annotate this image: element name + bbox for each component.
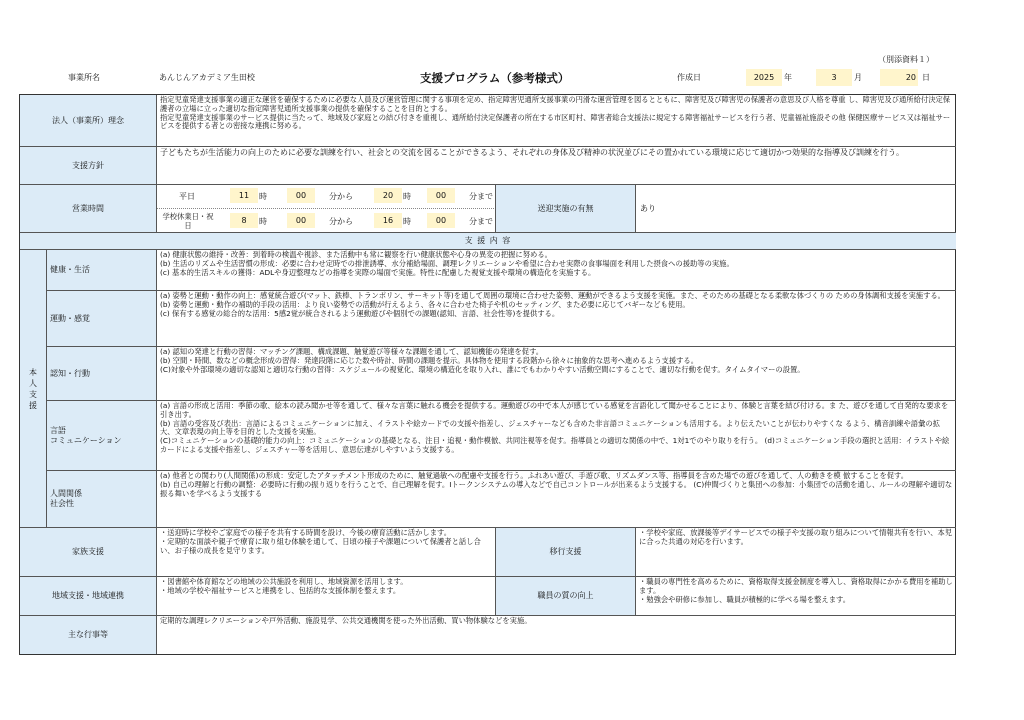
support-content-header: 支 援 内 容: [20, 233, 956, 250]
holiday-start-minute: 00: [287, 213, 315, 228]
transport-label: 送迎実施の有無: [496, 185, 636, 233]
created-label: 作成日: [677, 73, 701, 82]
weekday-end-hour: 20: [374, 188, 402, 203]
transport-value: あり: [636, 185, 956, 233]
transition-support-text: ・学校や家庭、放課後等デイサービスでの様子や支援の取り組みについて情報共有を行い、本児に合った共通の対応を行います。: [636, 528, 956, 577]
philosophy-label: 法人（事業所）理念: [20, 95, 157, 147]
policy-label: 支援方針: [20, 147, 157, 185]
domain-text-health: (a) 健康状態の維持・改善：到着時の検温や視診、また活動中も常に観察を行い健康状態や心身の異変の把握に努める。 (b) 生活のリズムや生活習慣の形成：必要に合わせ定時での排泄誘導、水分補給場面、調理レクリエーションや希望に合わせ実際の食事場面を利用した摂食への援助等の実施。 (c) 基本的生活スキルの獲得：ADLや身辺整理などの指導を実際の場面で実施。特性に配慮した視覚支援や環境の構造化を実施する。: [157, 250, 956, 291]
holiday-end-minute: 00: [427, 213, 455, 228]
events-text: 定期的な調理レクリエーションや戸外活動、施設見学、公共交通機関を使った外出活動、買い物体験などを実施。: [160, 616, 532, 625]
attachment-label: （別添資料１）: [878, 55, 934, 64]
domain-label-language: 言語 コミュニケーション: [47, 401, 157, 471]
holiday-start-hour: 8: [230, 213, 258, 228]
month-value: 3: [816, 69, 852, 86]
weekday-start-hour: 11: [230, 188, 258, 203]
day-unit: 日: [922, 73, 930, 82]
business-hours-grid: [157, 185, 496, 233]
community-support-label: 地域支援・地域連携: [20, 577, 157, 616]
personal-support-label: 本人支援: [29, 367, 37, 410]
weekday-start-minute: 00: [287, 188, 315, 203]
holiday-end-hour: 16: [374, 213, 402, 228]
page-title: 支援プログラム（参考様式）: [420, 71, 570, 85]
domain-text-motor: (a) 姿勢と運動・動作の向上：感覚統合遊び(マット、鉄棒、トランポリン、サーキット等)を通して周囲の環境に合わせた姿勢、運動ができるよう支援を実施。また、そのための基礎となる柔軟な体づくりの ための身体調和支援を実施する。 (b) 姿勢と運動・動作の補助的手段の活用：より良い姿勢での活動が行えるよう、各々に合わせた椅子や机のセッティング、また必要に応じてバギーなども使用。 (c) 保有する感覚の総合的な活用：5感2覚が統合されるよう運動遊びや個別での課題(認知、言語、社会性等)を提供する。: [157, 291, 956, 347]
business-hours-label: 営業時間: [20, 185, 157, 233]
weekday-label: 平日: [179, 192, 195, 201]
transition-support-label: 移行支援: [496, 528, 636, 577]
holiday-label: 学校休業日・祝日: [162, 212, 214, 230]
year-value: 2025: [746, 69, 782, 86]
from-label: 分から: [329, 217, 353, 226]
weekday-end-minute: 00: [427, 188, 455, 203]
domain-label-social: 人間関係 社会性: [47, 471, 157, 528]
office-name: あんじんアカデミア生田校: [159, 73, 255, 82]
philosophy-text: 指定児童発達支援事業の適正な運営を確保するために必要な人員及び運営管理に関する事項を定め、指定障害児通所支援事業の円滑な運営管理を図るとともに、障害児及び障害児の保護者の意思及び人格を尊重 し、障害児及び通所給付決定保護者の立場に立った適切な指定障害児通所支援事業の提供を確保することを目的とする。 指定児童発達支援事業のサービス提供に当たって、地域及び家庭との結び付きを重視し、通所給付決定保護者の所在する市区町村、障害者総合支援法に規定する障害福祉サービスを行う者、児童福祉施設その他 保健医療サービス又は福祉サービスを提供する者との密接な連携に努める。: [157, 95, 956, 147]
domain-text-social: (a) 他者との関わり(人間関係)の形成：安定したアタッチメント形成のために、触覚過敏への配慮や支援を行う。ふれあい遊び、手遊び歌、リズムダンス等、指導員を含めた場での遊びを通して、人の動きを模 倣することを促す。 (b) 自己の理解と行動の調整：必要時に行動の振り返りを行うことで、自己理解を促す。Iトークンシステムの導入などで自己コントロールが出来るよう支援する。 (C)仲間づくりと集団への参加：小集団での活動を通し、ルールの理解や適切な振る舞いを学べるよう支援する: [157, 471, 956, 528]
family-support-text: ・送迎時に学校やご家庭での様子を共有する時間を設け、今後の療育活動に活かします。 ・定期的な面談や親子で療育に取り組む体験を通して、日頃の様子や課題について保護者と話し合い、お子様の成長を見守ります。: [157, 528, 496, 577]
year-unit: 年: [784, 73, 792, 82]
until-label: 分まで: [469, 192, 493, 201]
hour-unit: 時: [259, 217, 267, 226]
support-program-table: [19, 94, 956, 655]
domain-label-health: 健康・生活: [47, 250, 157, 291]
family-support-label: 家族支援: [20, 528, 157, 577]
domain-label-cognition: 認知・行動: [47, 347, 157, 401]
until-label: 分まで: [469, 217, 493, 226]
domain-text-cognition: (a) 認知の発達と行動の習得：マッチング課題、構成課題、触覚遊び等様々な課題を通して、認知機能の発達を促す。 (b) 空間・時間、数などの概念形成の習得：発達段階に応じた数や時計、時間の課題を提示。具体物を使用する段階から徐々に抽象的な思考へ進めるよう支援する。 (C)対象や外部環境の適切な認知と適切な行動の習得：スケジュールの視覚化、環境の構造化を取り入れ、誰にでもわかりやすい活動空間にすることで、適切な行動を促す。タイムタイマーの設置。: [157, 347, 956, 401]
hour-unit: 時: [403, 192, 411, 201]
domain-label-motor: 運動・感覚: [47, 291, 157, 347]
policy-text: 子どもたちが生活能力の向上のために必要な訓練を行い、社会との交流を図ることができるよう、それぞれの身体及び精神の状況並びにその置かれている環境に応じて適切かつ効果的な指導及び訓練を行う。: [157, 147, 956, 185]
domain-text-language: (a) 言語の形成と活用：季節の歌、絵本の読み聞かせ等を通して、様々な言葉に触れる機会を提供する。運動遊びの中で本人が感じている感覚を言語化して聞かせることにより、体験と言葉を結び付ける。ま た、遊びを通して自発的な要求を引き出す。 (b) 言語の受容及び表出：言語によるコミュニケーションに加え、イラストや絵カードでの支援や指差し、ジェスチャーなども含めた非言語コミュニケーションも活用する。より伝えたいことが伝わりやすくな るよう、構音訓練や語彙の拡大、文章表現の向上等を目的とした支援を実施。 (C)コミュニケーションの基礎的能力の向上：コミュニケーションの基礎となる、注目・追視・動作模倣、共同注視等を促す。指導員との適切な関係の中で、1対1でのやり取りを行う。 (d)コミュニケーション手段の選択と活用：イラストや絵カードによる支援や指差し、ジェスチャー等を活用し、意思伝達がしやすいよう支援する。: [157, 401, 956, 471]
hour-unit: 時: [259, 192, 267, 201]
staff-quality-label: 職員の質の向上: [496, 577, 636, 616]
day-value: 20: [880, 69, 918, 86]
from-label: 分から: [329, 192, 353, 201]
community-support-text: ・図書館や体育館などの地域の公共施設を利用し、地域資源を活用します。 ・地域の学校や福祉サービスと連携をし、包括的な支援体制を整えます。: [157, 577, 496, 616]
events-label: 主な行事等: [20, 616, 157, 654]
month-unit: 月: [854, 73, 862, 82]
office-label: 事業所名: [68, 73, 100, 82]
hour-unit: 時: [403, 217, 411, 226]
staff-quality-text: ・職員の専門性を高めるために、資格取得支援金制度を導入し、資格取得にかかる費用を補助します。 ・勉強会や研修に参加し、職員が積極的に学べる場を整えます。: [636, 577, 956, 616]
